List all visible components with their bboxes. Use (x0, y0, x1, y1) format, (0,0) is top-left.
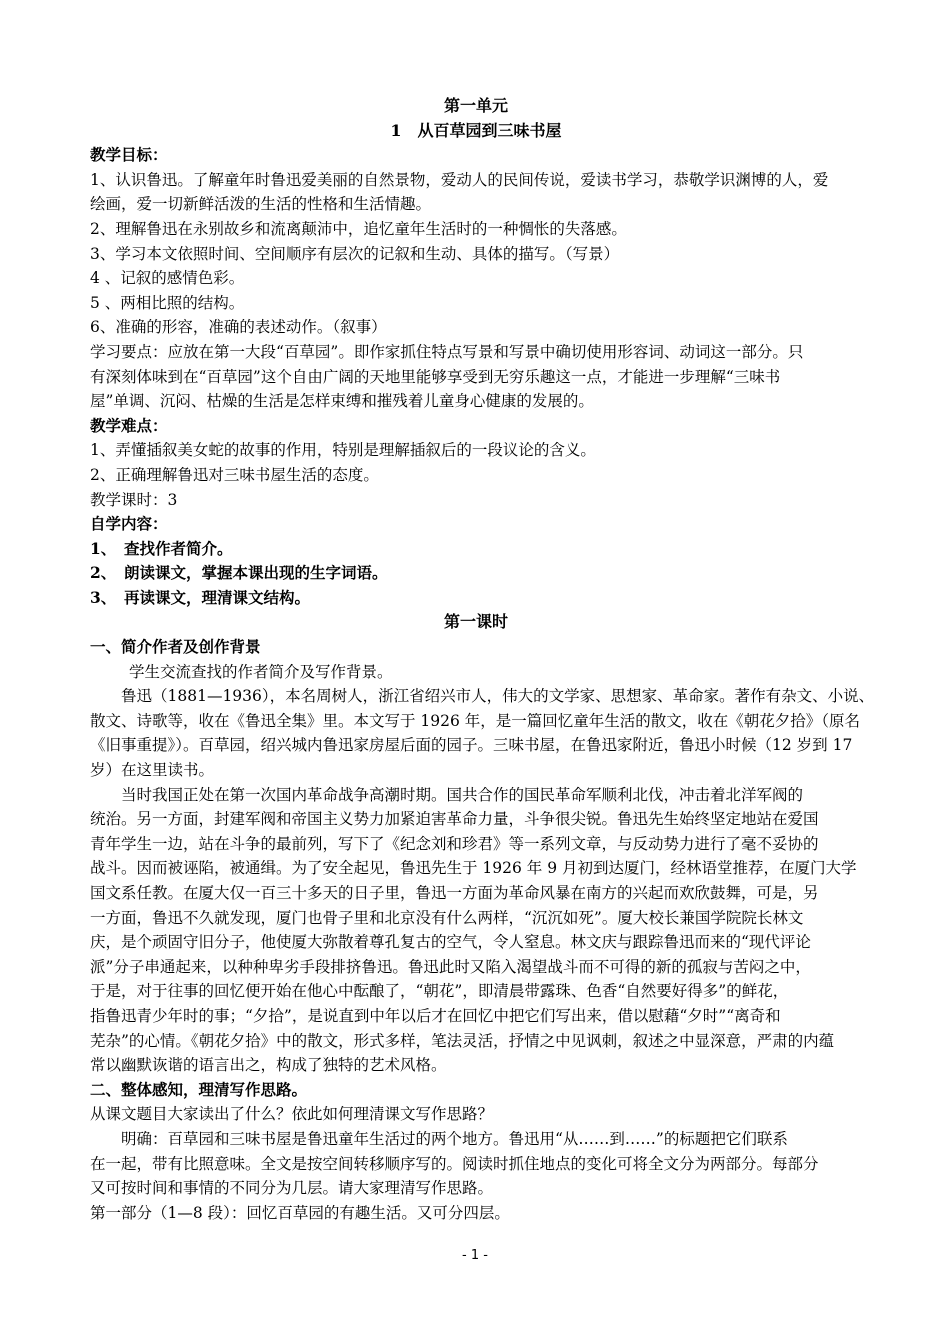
background-line: 一方面，鲁迅不久就发现，厦门也骨子里和北京没有什么两样，“沉沉如死”。厦大校长兼国学院院长林文 (90, 908, 804, 927)
goal-line: 绘画，爱一切新鲜活泼的生活的性格和生活情趣。 (90, 195, 432, 214)
background-line: 庆，是个顽固守旧分子，他使厦大弥散着尊孔复古的空气，令人窒息。林文庆与跟踪鲁迅而来的“现代评论 (90, 933, 811, 952)
difficulty-heading: 教学难点： (90, 415, 168, 435)
goals-list (90, 168, 862, 414)
background-line: 于是，对于往事的回忆便开始在他心中酝酿了，“朝花”，即清晨带露珠、色香“自然要好得多”的鲜花， (90, 982, 789, 1001)
goals-heading: 教学目标： (90, 145, 168, 165)
goal-line: 4 、记叙的感情色彩。 (90, 269, 245, 288)
selfstudy-item: 3、 再读课文，理清课文结构。 (90, 587, 311, 607)
background-line: 指鲁迅青少年时的事；“夕拾”，是说直到中年以后才在回忆中把它们写出来，借以慰藉“夕时”“离奇和 (90, 1006, 781, 1025)
goal-line: 6、准确的形容，准确的表述动作。（叙事） (90, 318, 387, 337)
background-line: 青年学生一边，站在斗争的最前列，写下了《纪念刘和珍君》等一系列文章，与反动势力进行了毫不妥协的 (90, 834, 819, 853)
section2-line: 又可按时间和事情的不同分为几层。请大家理清写作思路。 (90, 1179, 494, 1198)
key-points-line: 屋”单调、沉闷、枯燥的生活是怎样束缚和摧残着儿童身心健康的发展的。 (90, 392, 594, 411)
page-number: - 1 - (462, 1248, 488, 1263)
section1-intro: 学生交流查找的作者简介及写作背景。 (129, 662, 393, 681)
background-line: 常以幽默诙谐的语言出之，构成了独特的艺术风格。 (90, 1056, 447, 1075)
lesson1-title: 第一课时 (443, 612, 508, 632)
section2-question: 从课文题目大家读出了什么？依此如何理清课文写作思路？ (90, 1105, 494, 1124)
goal-line: 3、学习本文依照时间、空间顺序有层次的记叙和生动、具体的描写。（写景） (90, 244, 620, 263)
section2-line: 在一起，带有比照意味。全文是按空间转移顺序写的。阅读时抓住地点的变化可将全文分为两部分。每部分 (90, 1154, 819, 1173)
lesson-title: 1 从百草园到三味书屋 (390, 120, 562, 140)
difficulty-line: 1、弄懂插叙美女蛇的故事的作用，特别是理解插叙后的一段议论的含义。 (90, 441, 596, 460)
section2-line: 明确：百草园和三味书屋是鲁迅童年生活过的两个地方。鲁迅用“从……到……”的标题把它们联系 (121, 1129, 788, 1148)
unit-title: 第一单元 (443, 96, 508, 115)
background-line: 当时我国正处在第一次国内革命战争高潮时期。国共合作的国民革命军顺利北伐，冲击着北洋军阀的 (121, 785, 804, 804)
background-line: 芜杂”的心情。《朝花夕拾》中的散文，形式多样，笔法灵活，抒情之中见讽刺，叙述之中显深意，严肃的内蕴 (90, 1031, 835, 1050)
author-line: 《旧事重提》）。百草园，绍兴城内鲁迅家房屋后面的园子。三味书屋，在鲁迅家附近，鲁迅小时候（12 岁到 17 (90, 736, 853, 755)
part1-line: 第一部分（1—8 段）：回忆百草园的有趣生活。又可分四层。 (90, 1203, 510, 1222)
author-line: 散文、诗歌等，收在《鲁迅全集》里。本文写于 1926 年，是一篇回忆童年生活的散文，收在《朝花夕拾》（原名 (90, 711, 861, 730)
difficulty-line: 2、正确理解鲁迅对三味书屋生活的态度。 (90, 465, 379, 484)
goal-line: 2、理解鲁迅在永别故乡和流离颠沛中，追忆童年生活时的一种惆怅的失落感。 (90, 219, 627, 238)
goal-line: 5 、两相比照的结构。 (90, 293, 245, 312)
background-line: 战斗。因而被诬陷，被通缉。为了安全起见，鲁迅先生于 1926 年 9 月初到达厦门，经林语堂推荐，在厦门大学 (90, 859, 857, 878)
author-line: 鲁迅（1881—1936），本名周树人，浙江省绍兴市人，伟大的文学家、思想家、革命家。著作有杂文、小说、 (121, 687, 875, 706)
document-body (90, 94, 875, 1225)
goal-line: 1、认识鲁迅。了解童年时鲁迅爱美丽的自然景物，爱动人的民间传说，爱读书学习，恭敬学识渊博的人，爱 (90, 170, 829, 189)
teaching-hours: 教学课时：3 (90, 490, 178, 509)
background-line: 国文系任教。在厦大仅一百三十多天的日子里，鲁迅一方面为革命风暴在南方的兴起而欢欣鼓舞，可是，另 (90, 884, 819, 902)
author-line: 岁）在这里读书。 (90, 761, 215, 780)
selfstudy-heading: 自学内容： (90, 514, 168, 534)
selfstudy-item: 2、 朗读课文，掌握本课出现的生字词语。 (90, 563, 388, 583)
section1-heading: 一、简介作者及创作背景 (90, 637, 261, 657)
background-line: 派”分子串通起来，以种种卑劣手段排挤鲁迅。鲁迅此时又陷入渴望战斗而不可得的新的孤寂与苦闷之中， (90, 957, 811, 976)
section2-heading: 二、整体感知，理清写作思路。 (90, 1079, 308, 1099)
selfstudy-item: 1、 查找作者简介。 (90, 538, 233, 558)
background-line: 统治。另一方面，封建军阀和帝国主义势力加紧迫害革命力量，斗争很尖锐。鲁迅先生始终坚定地站在爱国 (90, 810, 819, 829)
key-points-line: 学习要点：应放在第一大段“百草园”。即作家抓住特点写景和写景中确切使用形容词、动词这一部分。只 (90, 342, 804, 361)
key-points-line: 有深刻体味到在“百草园”这个自由广阔的天地里能够享受到无穷乐趣这一点，才能进一步理解“三味书 (90, 367, 781, 386)
